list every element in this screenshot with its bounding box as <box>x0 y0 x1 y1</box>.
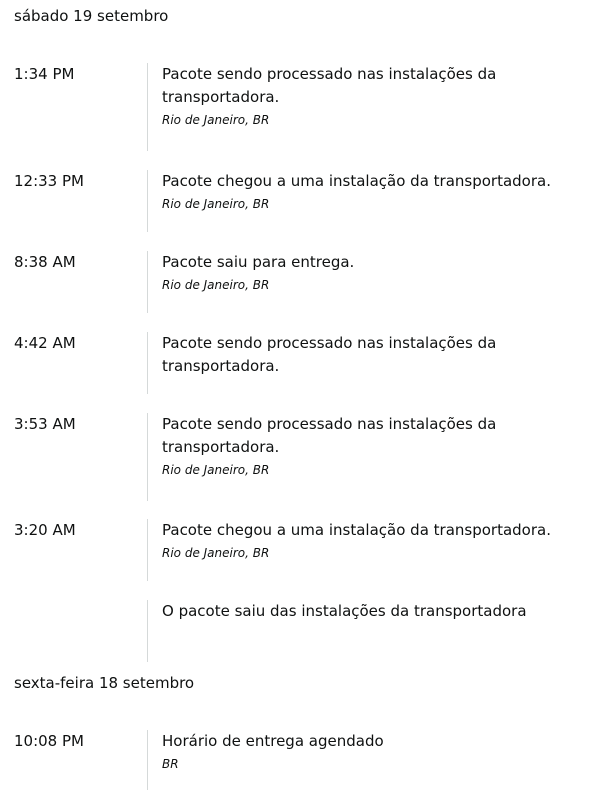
event-body <box>162 413 610 479</box>
event-description: Pacote chegou a uma instalação da transportadora. <box>162 172 551 190</box>
timeline-event <box>0 63 616 151</box>
event-location: Rio de Janeiro, BR <box>162 197 270 211</box>
event-body <box>162 170 610 213</box>
event-body <box>162 519 610 562</box>
event-description: Pacote sendo processado nas instalações da transportadora. <box>162 334 497 375</box>
event-body <box>162 63 610 129</box>
timeline-divider <box>147 63 148 151</box>
timeline-divider <box>147 170 148 232</box>
event-location: Rio de Janeiro, BR <box>162 113 270 127</box>
event-time: 4:42 AM <box>14 334 76 352</box>
day-header: sexta-feira 18 setembro <box>14 674 195 692</box>
event-description: Horário de entrega agendado <box>162 732 384 750</box>
day-header: sábado 19 setembro <box>14 7 169 25</box>
event-description: Pacote sendo processado nas instalações da transportadora. <box>162 415 497 456</box>
event-body <box>162 600 610 623</box>
timeline-event <box>0 170 616 232</box>
event-description: Pacote saiu para entrega. <box>162 253 355 271</box>
timeline-divider <box>147 600 148 662</box>
timeline-divider <box>147 251 148 313</box>
timeline-event <box>0 519 616 581</box>
timeline-event <box>0 730 616 790</box>
timeline-event <box>0 332 616 394</box>
event-description: Pacote sendo processado nas instalações da transportadora. <box>162 65 497 106</box>
event-time: 8:38 AM <box>14 253 76 271</box>
timeline-event <box>0 600 616 662</box>
timeline-divider <box>147 730 148 790</box>
event-body <box>162 251 610 294</box>
event-location: Rio de Janeiro, BR <box>162 463 270 477</box>
event-body <box>162 332 610 378</box>
event-description: O pacote saiu das instalações da transportadora <box>162 602 527 620</box>
timeline-event <box>0 251 616 313</box>
event-time: 3:53 AM <box>14 415 76 433</box>
event-location: Rio de Janeiro, BR <box>162 546 270 560</box>
timeline-divider <box>147 519 148 581</box>
timeline-divider <box>147 413 148 501</box>
event-location: Rio de Janeiro, BR <box>162 278 270 292</box>
event-time: 10:08 PM <box>14 732 84 750</box>
timeline-divider <box>147 332 148 394</box>
event-description: Pacote chegou a uma instalação da transportadora. <box>162 521 551 539</box>
event-location: BR <box>162 757 179 771</box>
event-time: 12:33 PM <box>14 172 84 190</box>
event-body <box>162 730 610 773</box>
event-time: 1:34 PM <box>14 65 75 83</box>
timeline-event <box>0 413 616 501</box>
event-time: 3:20 AM <box>14 521 76 539</box>
